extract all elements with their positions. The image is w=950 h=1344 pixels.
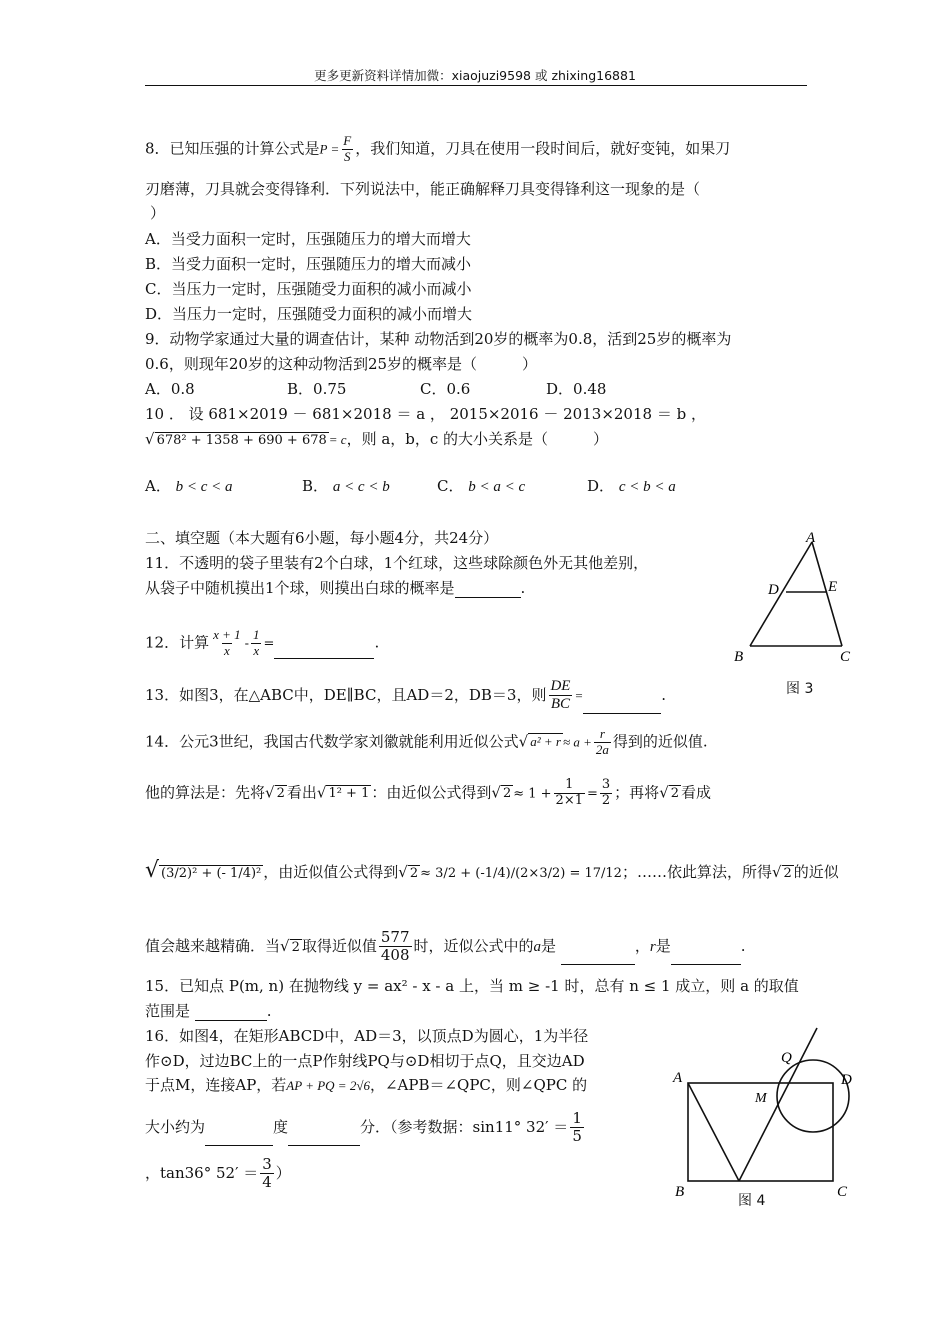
fig3-label-e: E	[828, 579, 838, 595]
q15-line1: 15．已知点 P(m, n) 在抛物线 y = ax² - x - a 上，当 m ≥ -1 时，总有 n ≤ 1 成立，则 a 的取值	[145, 977, 799, 995]
figure-3	[728, 528, 858, 678]
q8-option-a: A．当受力面积一定时，压强随压力的增大而增大	[145, 230, 471, 248]
fig4-label-m: M	[755, 1091, 767, 1106]
q9-line1: 9．动物学家通过大量的调查估计，某种 动物活到20岁的概率为0.8，活到25岁的概率为	[145, 330, 732, 348]
q10-line1: 10 ． 设 681×2019 － 681×2018 ＝ a ， 2015×2016 － 2013×2018 ＝ b ，	[145, 405, 706, 423]
fig3-caption: 图 3	[786, 681, 814, 697]
figure-4	[665, 1024, 875, 1204]
section-title: 二、填空题（本大题有6小题，每小题4分，共24分）	[145, 529, 499, 547]
fig4-caption: 图 4	[738, 1193, 766, 1209]
q8-fraction	[341, 134, 353, 165]
q16-minute-blank[interactable]	[288, 1129, 360, 1146]
fig3-label-b: B	[734, 649, 744, 665]
q8-line2: 刃磨薄，刀具就会变得锋利．下列说法中，能正确解释刀具变得锋利这一现象的是（	[145, 180, 701, 198]
q8-formula-lhs: P =	[319, 141, 340, 157]
q8-line1	[145, 134, 730, 165]
q10-line2: √ 678² + 1358 + 690 + 678 = c，则 a，b，c 的大小关系是（ ）	[145, 430, 609, 448]
q13-line: 13．如图3，在△ABC中，DE∥BC，且AD＝2，DB＝3，则 $\frac{DE}{BC}$ = .	[145, 678, 667, 713]
fig3-label-d: D	[768, 582, 779, 598]
fig4-ray-pq	[739, 1028, 817, 1181]
q14-answer-r-blank[interactable]	[671, 948, 741, 965]
q11-answer-blank[interactable]	[455, 581, 521, 598]
q14-formula-fraction: $\frac{r}{2a}$	[595, 726, 609, 757]
fig3-side-ac	[812, 542, 842, 646]
fig3-side-ab	[750, 542, 812, 646]
q14-line1: 14．公元3世纪，我国古代数学家刘徽就能利用近似公式√ a² + r ≈ a + $\frac{r}{2a}$ 得到的近似值.	[145, 726, 708, 757]
q11-line2: 从袋子中随机摸出1个球，则摸出白球的概率是 .	[145, 579, 526, 597]
fig4-label-d: D	[841, 1072, 852, 1088]
q12-fraction1: $\frac{x + 1}{x}$	[213, 627, 241, 658]
q10-option-b: B． a < c < b	[302, 477, 390, 495]
fig4-segment-ap	[688, 1083, 739, 1181]
q14-line2: 他的算法是：先将√ 2 看出√ 1² + 1 ：由近似公式得到√ 2 ≈ 1 + $\frac{1}{2\times 1}$ = $\frac{3}{2}$ ；再将√ 2 看成	[145, 777, 712, 808]
q16-line3: 于点M，连接AP，若AP + PQ = 2√6，∠APB＝∠QPC，则∠QPC 的	[145, 1076, 588, 1094]
fig3-label-a: A	[806, 530, 816, 546]
q12-fraction2: $\frac{1}{x}$	[253, 627, 260, 658]
q9-option-a: A．0.8	[145, 380, 195, 398]
q11-line1: 11．不透明的袋子里装有2个白球，1个红球，这些球除颜色外无其他差别，	[145, 554, 649, 572]
q8-fraction-den: S	[344, 148, 351, 164]
q13-answer-blank[interactable]	[583, 697, 661, 714]
q12-line: 12．计算 $\frac{x + 1}{x}$ - $\frac{1}{x}$ = .	[145, 627, 380, 658]
fig4-label-a: A	[673, 1070, 683, 1086]
q8-option-c: C．当压力一定时，压强随受力面积的减小而减小	[145, 280, 472, 298]
q16-line1: 16．如图4，在矩形ABCD中，AD＝3，以顶点D为圆心，1为半径	[145, 1027, 589, 1045]
q8-fraction-num: F	[343, 133, 352, 148]
q16-line5: ，tan36° 52′ ＝ $\frac{3}{4}$ ）	[145, 1155, 291, 1192]
q8-text: 8．已知压强的计算公式是	[145, 139, 320, 158]
q14-line4: 值会越来越精确．当√ 2 取得近似值 $\frac{577}{408}$ 时，近似公式中的a是 ，r是 .	[145, 928, 746, 965]
page-header: 更多更新资料详情加微：xiaojuzi9598 或 zhixing16881	[314, 68, 636, 83]
q9-line2: 0.6，则现年20岁的这种动物活到25岁的概率是（ ）	[145, 355, 538, 373]
q13-fraction: $\frac{DE}{BC}$	[550, 678, 571, 713]
q8-text-post: ，我们知道，刀具在使用一段时间后，就好变钝，如果刀	[355, 139, 731, 158]
q16-degree-blank[interactable]	[205, 1129, 273, 1146]
q12-answer-blank[interactable]	[274, 642, 374, 659]
q9-option-b: B．0.75	[287, 380, 347, 398]
q14-line3: √ (3/2)² + (- 1/4)² ，由近似值公式得到√ 2 ≈ 3/2 + (-1/4)/(2×3/2) = 17/12；……依此算法，所得√ 2 的近似	[145, 858, 839, 883]
q9-option-d: D．0.48	[546, 380, 607, 398]
q14-answer-a-blank[interactable]	[561, 948, 635, 965]
q15-answer-blank[interactable]	[195, 1004, 267, 1021]
q16-line2: 作⊙D，过边BC上的一点P作射线PQ与⊙D相切于点Q，且交边AD	[145, 1052, 585, 1070]
q10-eq-c: = c	[328, 432, 347, 447]
q8-option-d: D．当压力一定时，压强随受力面积的减小而增大	[145, 305, 473, 323]
fig4-circle-d	[777, 1060, 849, 1132]
q8-line3: ）	[150, 204, 166, 222]
q15-line2: 范围是 .	[145, 1002, 272, 1020]
fig4-label-c: C	[837, 1184, 848, 1200]
q10-option-d: D． c < b < a	[587, 477, 676, 495]
fig4-label-b: B	[675, 1184, 685, 1200]
q10-relation: ，则 a，b，c 的大小关系是（ ）	[346, 430, 609, 448]
q8-option-b: B．当受力面积一定时，压强随压力的增大而减小	[145, 255, 472, 273]
header-divider	[145, 85, 807, 86]
q10-option-a: A． b < c < a	[145, 477, 233, 495]
fig4-label-q: Q	[781, 1050, 792, 1066]
q16-line4: 大小约为 度 分．（参考数据：sin11° 32′ ＝ $\frac{1}{5}$	[145, 1109, 582, 1146]
fig3-label-c: C	[840, 649, 851, 665]
q10-radicand: 678² + 1358 + 690 + 678	[156, 433, 327, 448]
q9-option-c: C．0.6	[420, 380, 471, 398]
q10-option-c: C． b < a < c	[437, 477, 526, 495]
